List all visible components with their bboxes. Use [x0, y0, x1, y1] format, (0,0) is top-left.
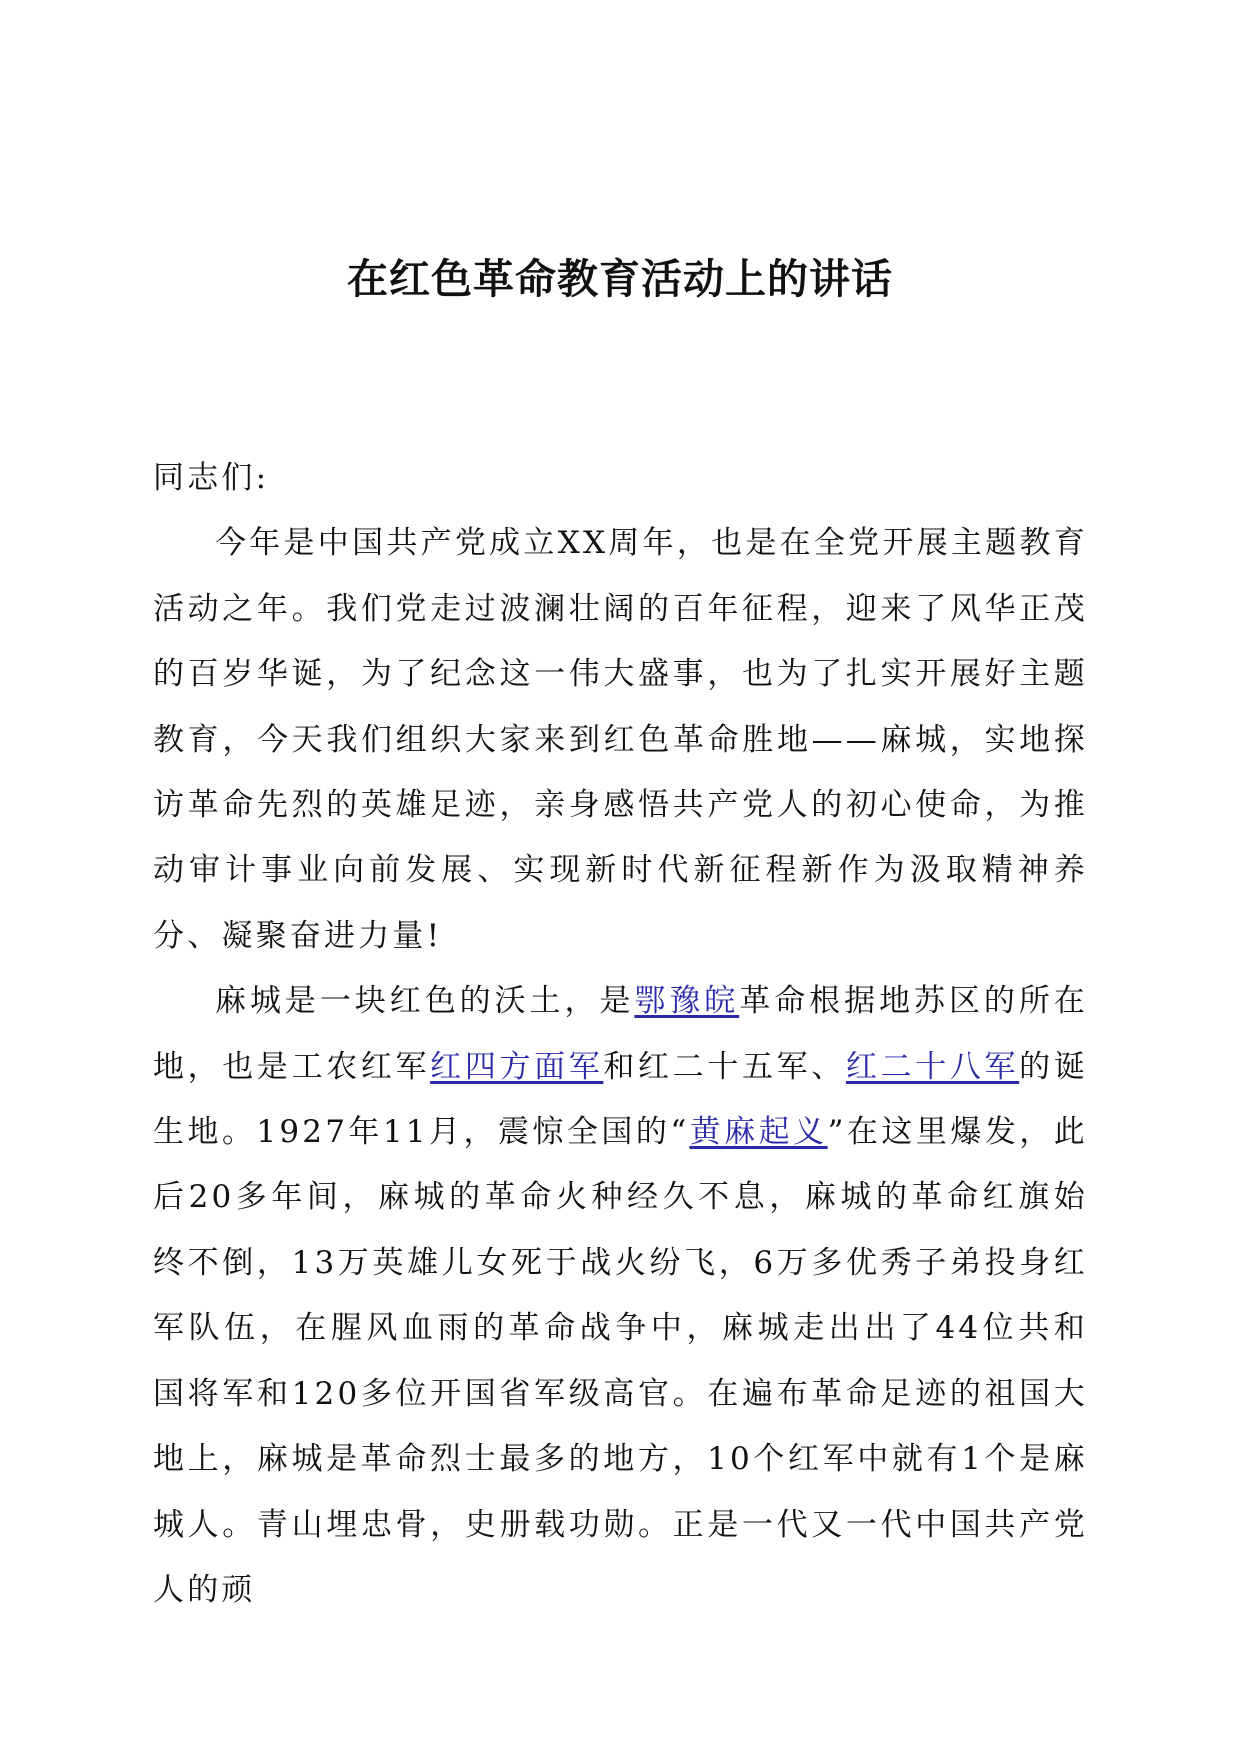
paragraph-2-text: 的诞生地。1927年11月，震惊全国的“: [153, 1048, 1089, 1151]
paragraph-2-text: ”在这里爆发，此后20多年间，麻城的革命火种经久不息，麻城的革命红旗始终不倒，13万英雄儿女死于战火纷飞，6万多优秀子弟投身红军队伍，在腥风血雨的革命战争中，麻城走出出了44位共和国将军和120多位开国省军级高官。在遍布革命足迹的祖国大地上，麻城是革命烈士最多的地方，10个红军中就有1个是麻城人。青山埋忠骨，史册载功勋。正是一代又一代中国共产党人的顽: [153, 1114, 1088, 1608]
paragraph-1: 今年是中国共产党成立XX周年，也是在全党开展主题教育活动之年。我们党走过波澜壮阔的百年征程，迎来了风华正茂的百岁华诞，为了纪念这一伟大盛事，也为了扎实开展好主题教育，今天我们组织大家来到红色革命胜地——麻城，实地探访革命先烈的英雄足迹，亲身感悟共产党人的初心使命，为推动审计事业向前发展、实现新时代新征程新作为汲取精神养分、凝聚奋进力量!: [153, 525, 1088, 954]
paragraph-2-text: 革命根据地苏区的所在地，也是工农红军: [153, 983, 1089, 1085]
link-fourth-front-army[interactable]: 红四方面军: [430, 1048, 604, 1085]
paragraph-2: [153, 969, 1088, 1623]
link-28th-red-army[interactable]: 红二十八军: [845, 1048, 1020, 1085]
paragraph-2-text: 麻城是一块红色的沃土，是: [215, 983, 635, 1020]
link-huangma-uprising[interactable]: 黄麻起义: [689, 1114, 828, 1151]
salutation: 同志们:: [153, 460, 270, 496]
link-eyuwan[interactable]: 鄂豫皖: [634, 983, 740, 1020]
paragraph-2-text: 和红二十五军、: [603, 1048, 846, 1085]
document-title: 在红色革命教育活动上的讲话: [347, 255, 893, 303]
document-body: [153, 446, 1088, 1623]
